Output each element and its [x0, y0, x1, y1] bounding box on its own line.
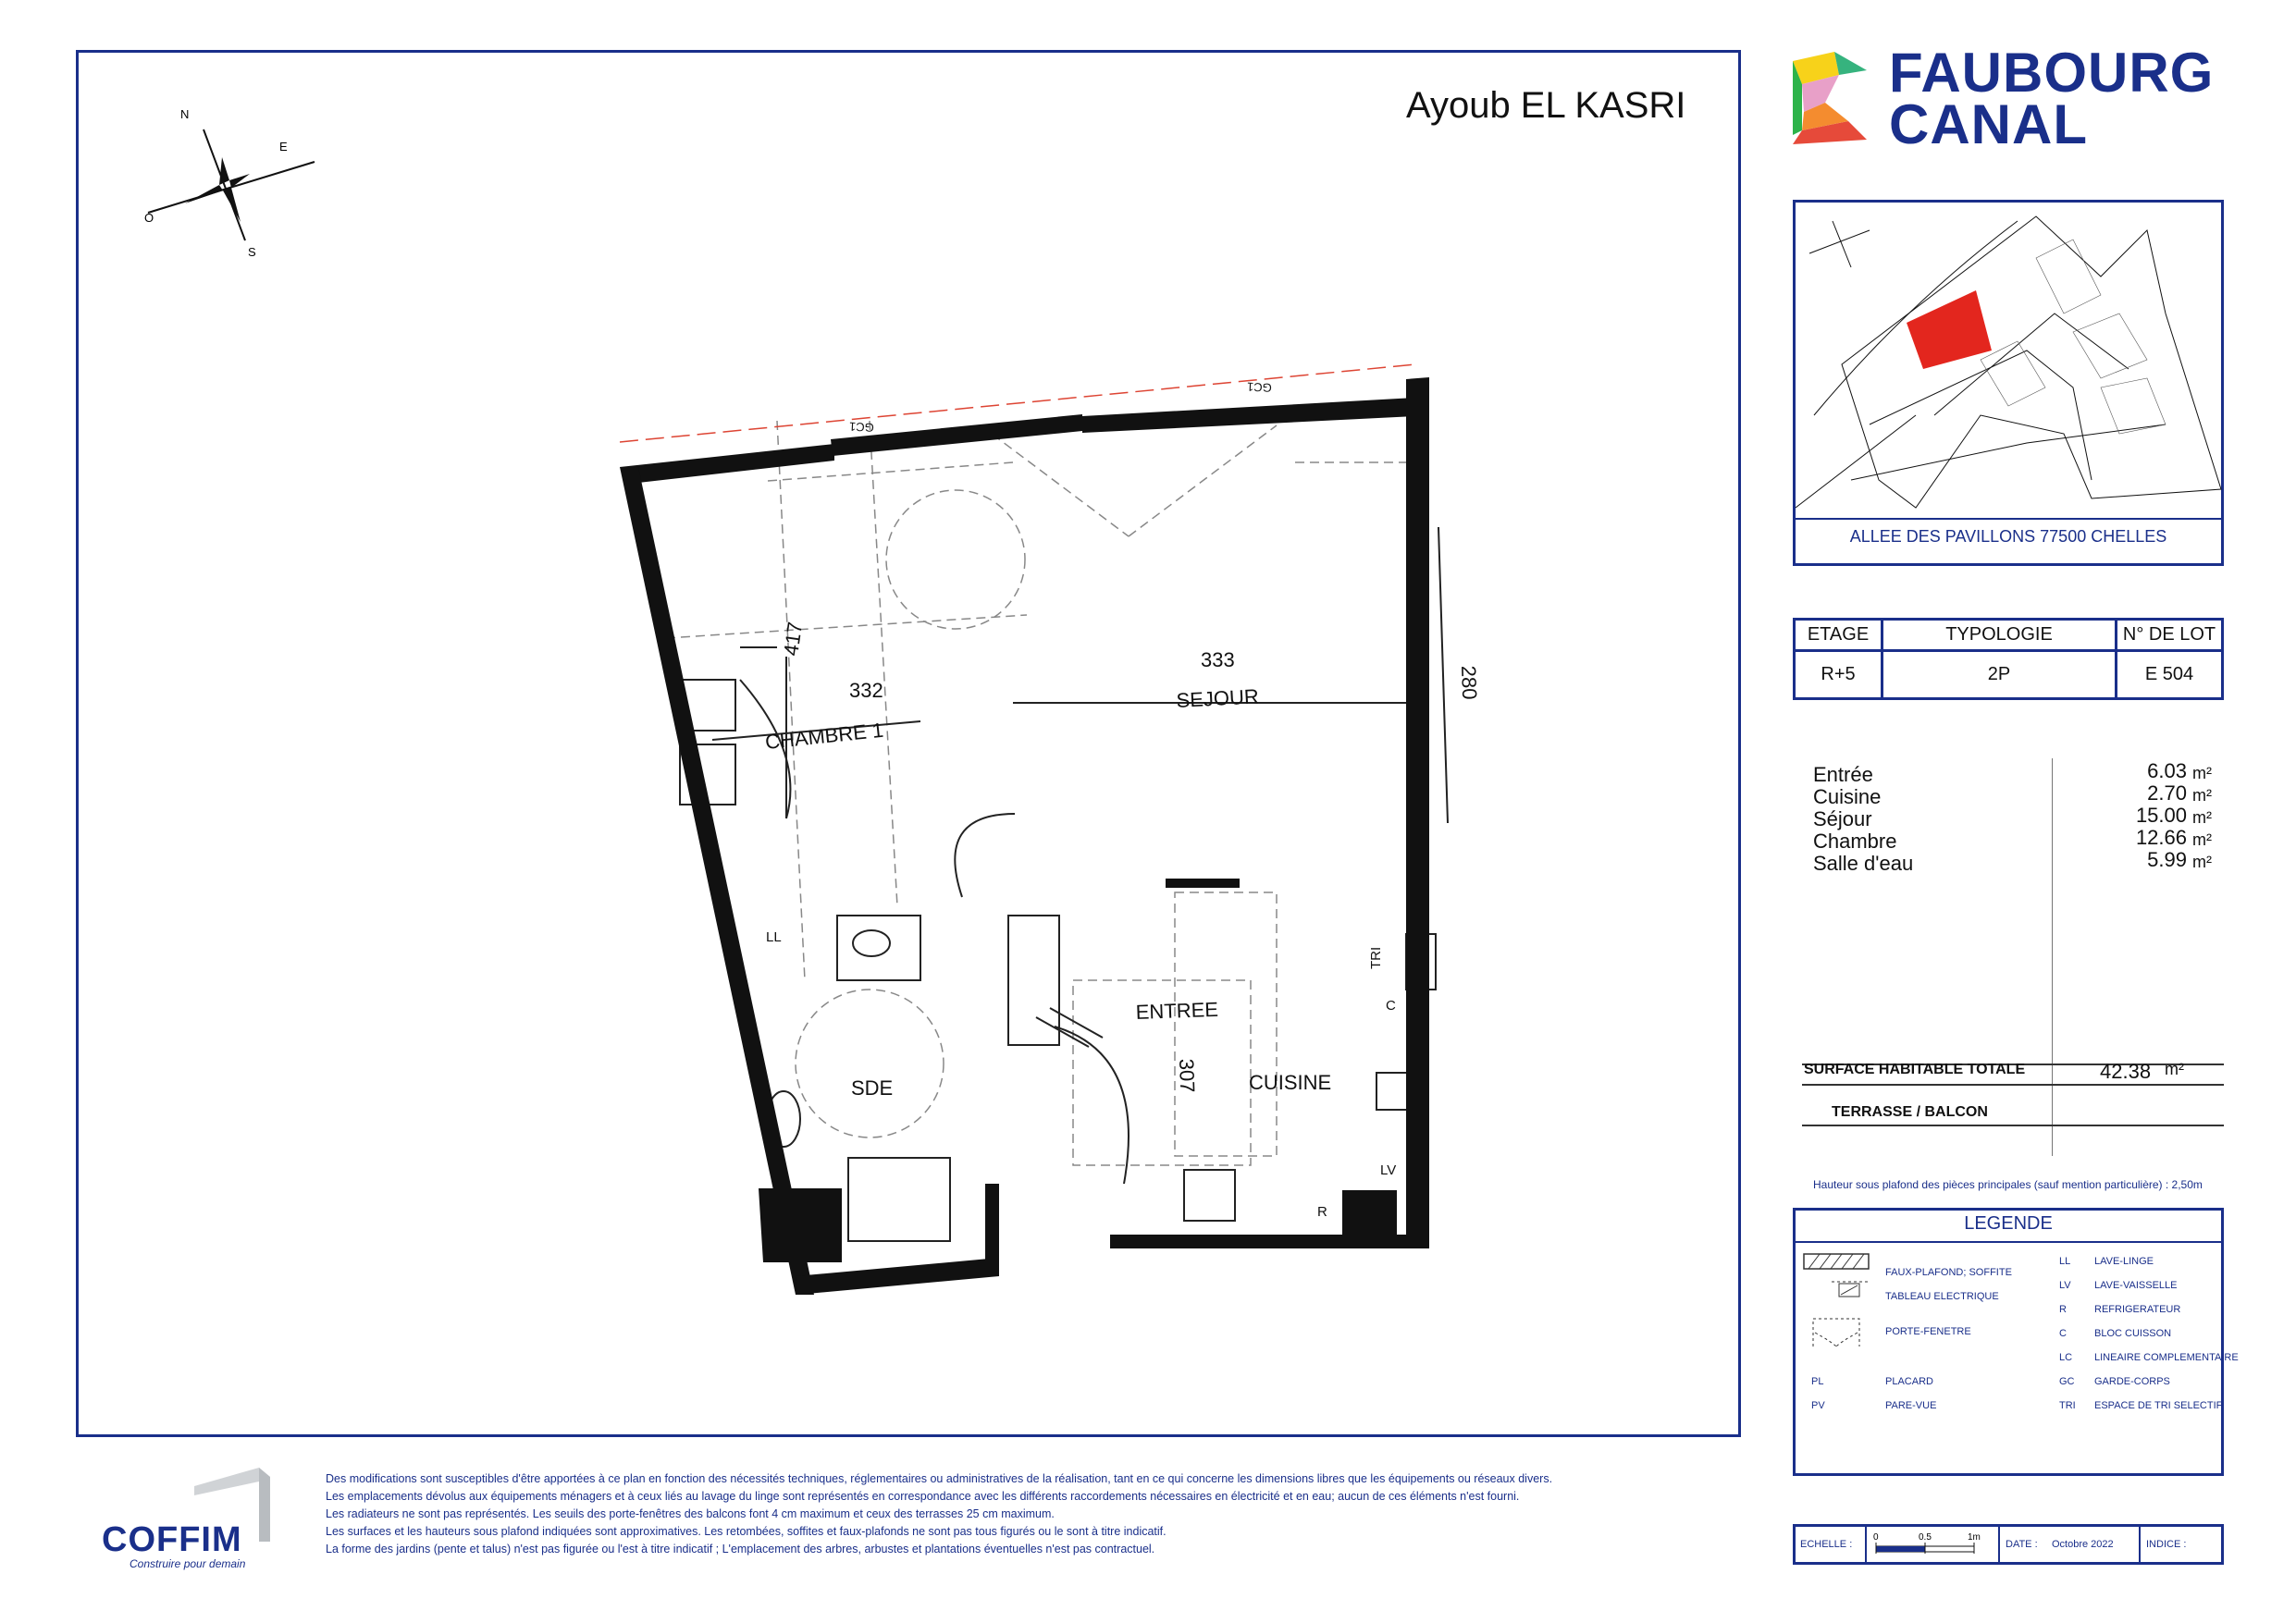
- value-etage: R+5: [1795, 651, 1882, 699]
- legend-text-tri: ESPACE DE TRI SELECTIF: [2094, 1400, 2223, 1411]
- header-lot: N° DE LOT: [2117, 620, 2223, 651]
- legend-code-c: C: [2059, 1328, 2067, 1339]
- legend-text-gc: GARDE-CORPS: [2094, 1376, 2170, 1387]
- indice-label: INDICE :: [2146, 1539, 2187, 1550]
- site-divider: [1796, 518, 2221, 520]
- code-r: R: [1317, 1204, 1327, 1220]
- surface-unit-cuisine: m²: [2192, 786, 2212, 805]
- scale-tick-0: 0: [1873, 1532, 1879, 1543]
- address: ALLEE DES PAVILLONS 77500 CHELLES: [1849, 527, 2167, 546]
- dim-417: 417: [779, 620, 808, 658]
- site-plan: [1796, 203, 2221, 517]
- header-typologie: TYPOLOGIE: [1882, 620, 2117, 651]
- value-typologie: 2P: [1882, 651, 2117, 699]
- compass-s: S: [248, 245, 256, 259]
- legend-code-pl: PL: [1811, 1376, 1824, 1387]
- code-gc1b: GC1: [1246, 379, 1273, 395]
- brand-logo-icon: [1793, 52, 1876, 144]
- label-sde: SDE: [851, 1076, 894, 1100]
- label-entree: ENTREE: [1135, 997, 1219, 1024]
- code-ll: LL: [766, 929, 782, 945]
- disclaimer-line-1: Les emplacements dévolus aux équipements ménagers et à ceux liés au lavage du linge sont représentés en correspondance avec les différents raccordements nécessaires en électricité et en eau; aucun de ces éléments n'est fourni.: [326, 1490, 1520, 1503]
- electrical-panel-icon: [1832, 1282, 1869, 1297]
- surface-name-chambre: Chambre: [1813, 830, 1897, 853]
- code-lv: LV: [1380, 1162, 1397, 1178]
- scale-bar: [1870, 1528, 2000, 1561]
- legend-code-ll: LL: [2059, 1256, 2071, 1267]
- developer-name: COFFIM: [102, 1520, 242, 1559]
- total-label: SURFACE HABITABLE TOTALE: [1804, 1062, 2026, 1077]
- ceiling-note: Hauteur sous plafond des pièces principales (sauf mention particulière) : 2,50m: [1813, 1178, 2203, 1191]
- legend-code-lc: LC: [2059, 1352, 2073, 1363]
- compass-e: E: [279, 140, 288, 154]
- disclaimer-line-2: Les radiateurs ne sont pas représentés. Les seuils des porte-fenêtres des balcons font 4 cm maximum et ceux des terrasses 25 cm maximum.: [326, 1507, 1055, 1520]
- surface-name-cuisine: Cuisine: [1813, 785, 1882, 808]
- scale-tick-1: 0.5: [1919, 1532, 1932, 1543]
- legend-text-1: TABLEAU ELECTRIQUE: [1885, 1291, 1999, 1302]
- dim-333: 333: [1201, 648, 1235, 671]
- legend-text-lv: LAVE-VAISSELLE: [2094, 1280, 2178, 1291]
- brand-line2: CANAL: [1889, 93, 2088, 155]
- compass-o: O: [144, 211, 154, 225]
- dim-280: 280: [1457, 665, 1482, 700]
- surface-value-cuisine: 2.70: [2147, 781, 2187, 805]
- total-line-bottom: [1802, 1084, 2224, 1086]
- surface-value-sejour: 15.00: [2135, 804, 2187, 827]
- surface-name-sde: Salle d'eau: [1813, 852, 1914, 875]
- echelle-label: ECHELLE :: [1800, 1539, 1853, 1550]
- header-etage: ETAGE: [1795, 620, 1882, 651]
- scale-tick-2: 1m: [1968, 1532, 1981, 1543]
- surface-unit-entree: m²: [2192, 764, 2212, 782]
- soffit-icon: [1804, 1254, 1869, 1269]
- total-value: 42.38: [2100, 1060, 2152, 1083]
- french-window-icon: [1813, 1319, 1859, 1346]
- surface-name-entree: Entrée: [1813, 763, 1873, 786]
- floor-plan: [592, 351, 1482, 1313]
- compass-rose-icon: [130, 92, 333, 277]
- legend-code-tri: TRI: [2059, 1400, 2076, 1411]
- surface-name-sejour: Séjour: [1813, 807, 1872, 830]
- code-tri: TRI: [1368, 946, 1384, 969]
- legend-text-lc: LINEAIRE COMPLEMENTAIRE: [2094, 1352, 2239, 1363]
- footer-sep-3: [2139, 1527, 2141, 1562]
- code-gc1: GC1: [848, 419, 875, 435]
- disclaimer: [326, 1470, 1769, 1558]
- total-unit: m²: [2165, 1060, 2184, 1078]
- legend-text-pv: PARE-VUE: [1885, 1400, 1937, 1411]
- date-label: DATE :: [2006, 1539, 2038, 1550]
- surface-unit-sde: m²: [2192, 853, 2212, 871]
- legend-icons: [1804, 1254, 1878, 1365]
- surface-value-sde: 5.99: [2147, 848, 2187, 871]
- dim-332: 332: [849, 679, 883, 702]
- client-name: Ayoub EL KASRI: [1406, 85, 1686, 126]
- label-chambre: CHAMBRE 1: [763, 718, 885, 754]
- legend-code-lv: LV: [2059, 1280, 2071, 1291]
- legend-code-gc: GC: [2059, 1376, 2075, 1387]
- legend-code-r: R: [2059, 1304, 2067, 1315]
- legend-text-pl: PLACARD: [1885, 1376, 1933, 1387]
- footer-sep-2: [1998, 1527, 2000, 1562]
- label-cuisine: CUISINE: [1249, 1071, 1332, 1094]
- surface-unit-sejour: m²: [2192, 808, 2212, 827]
- legend-text-c: BLOC CUISSON: [2094, 1328, 2172, 1339]
- terrace-label: TERRASSE / BALCON: [1832, 1104, 1988, 1120]
- compass-n: N: [180, 107, 190, 121]
- legend-text-r: REFRIGERATEUR: [2094, 1304, 2181, 1315]
- legend-text-0: FAUX-PLAFOND; SOFFITE: [1885, 1267, 2012, 1278]
- developer-tagline: Construire pour demain: [130, 1557, 246, 1570]
- surface-value-chambre: 12.66: [2135, 826, 2187, 849]
- surface-unit-chambre: m²: [2192, 830, 2212, 849]
- dim-307: 307: [1175, 1058, 1200, 1093]
- terrace-line: [1802, 1125, 2224, 1126]
- legend-title: LEGENDE: [1964, 1213, 2053, 1234]
- disclaimer-line-3: Les surfaces et les hauteurs sous plafond indiquées sont approximatives. Les retombées, soffites et faux-plafonds ne sont pas tous figurés ou le sont à titre indicatif.: [326, 1525, 1167, 1538]
- code-c: C: [1386, 998, 1396, 1014]
- value-lot: E 504: [2117, 651, 2223, 699]
- lot-table: [1793, 618, 2224, 700]
- surface-divider: [2052, 758, 2053, 1156]
- footer-sep-1: [1865, 1527, 1867, 1562]
- legend-title-line: [1796, 1241, 2221, 1243]
- date-value: Octobre 2022: [2052, 1539, 2114, 1550]
- disclaimer-line-4: La forme des jardins (pente et talus) n'est pas figurée ou l'est à titre indicatif ; L'emplacement des arbres, arbustes et plantations éventuelles n'est pas contractuel.: [326, 1543, 1155, 1555]
- legend-text-ll: LAVE-LINGE: [2094, 1256, 2154, 1267]
- disclaimer-line-0: Des modifications sont susceptibles d'être apportées à ce plan en fonction des nécessités techniques, réglementaires ou administratives de la réalisation, tant en ce qui concerne les dimensions libres que les équipements ou réseaux divers.: [326, 1472, 1553, 1485]
- surface-value-entree: 6.03: [2147, 759, 2187, 782]
- legend-code-pv: PV: [1811, 1400, 1825, 1411]
- label-sejour: SEJOUR: [1175, 684, 1260, 712]
- brand-line1: FAUBOURG: [1889, 42, 2215, 104]
- legend-text-2: PORTE-FENETRE: [1885, 1326, 1971, 1337]
